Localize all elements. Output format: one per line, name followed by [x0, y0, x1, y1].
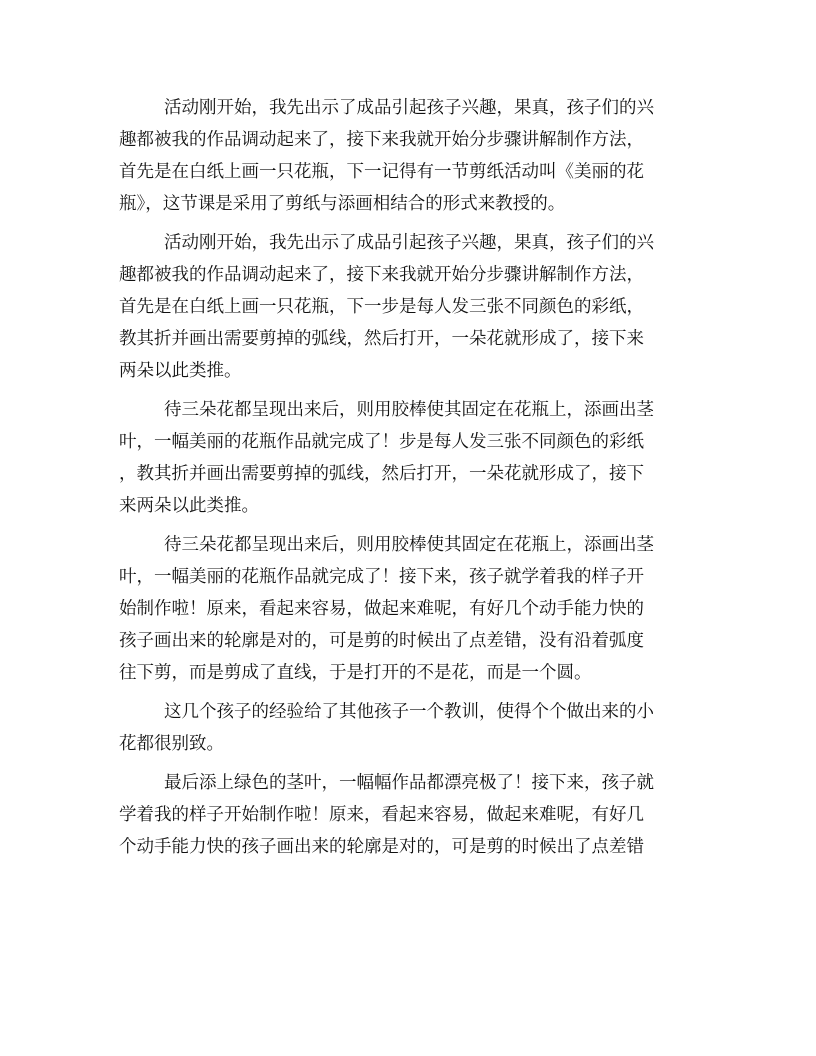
paragraph-line: 个动手能力快的孩子画出来的轮廓是对的，可是剪的时候出了点差错 — [119, 837, 644, 857]
paragraph-line: 往下剪，而是剪成了直线，于是打开的不是花，而是一个圆。 — [119, 663, 592, 683]
paragraph-1 — [119, 92, 699, 220]
paragraph-line: 孩子画出来的轮廓是对的，可是剪的时候出了点差错，没有沿着弧度 — [119, 631, 644, 651]
paragraph-2 — [119, 227, 699, 387]
paragraph-line: 首先是在白纸上画一只花瓶，下一步是每人发三张不同颜色的彩纸， — [119, 297, 644, 317]
paragraph-line: 趣都被我的作品调动起来了，接下来我就开始分步骤讲解制作方法， — [119, 265, 644, 285]
paragraph-line: 叶，一幅美丽的花瓶作品就完成了！步是每人发三张不同颜色的彩纸 — [119, 432, 644, 452]
paragraph-line: 这几个孩子的经验给了其他孩子一个教训，使得个个做出来的小 — [164, 702, 654, 722]
paragraph-line: 两朵以此类推。 — [119, 361, 242, 381]
paragraph-3 — [119, 394, 699, 522]
paragraph-line: 来两朵以此类推。 — [119, 496, 259, 516]
paragraph-line: 瓶》，这节课是采用了剪纸与添画相结合的形式来教授的。 — [119, 194, 566, 214]
paragraph-line: 趣都被我的作品调动起来了，接下来我就开始分步骤讲解制作方法， — [119, 130, 644, 150]
paragraph-line: 花都很别致。 — [119, 734, 224, 754]
paragraph-line: 叶，一幅美丽的花瓶作品就完成了！接下来，孩子就学着我的样子开 — [119, 567, 644, 587]
paragraph-line: 活动刚开始，我先出示了成品引起孩子兴趣，果真，孩子们的兴 — [164, 98, 654, 118]
paragraph-line: 活动刚开始，我先出示了成品引起孩子兴趣，果真，孩子们的兴 — [164, 233, 654, 253]
paragraph-4 — [119, 529, 699, 689]
paragraph-line: 教其折并画出需要剪掉的弧线，然后打开，一朵花就形成了，接下来 — [119, 329, 644, 349]
paragraph-line: 最后添上绿色的茎叶，一幅幅作品都漂亮极了！接下来，孩子就 — [164, 773, 654, 793]
paragraph-5 — [119, 696, 699, 760]
paragraph-line: ，教其折并画出需要剪掉的弧线，然后打开，一朵花就形成了，接下 — [119, 464, 644, 484]
paragraph-line: 首先是在白纸上画一只花瓶，下一记得有一节剪纸活动叫《美丽的花 — [119, 162, 644, 182]
paragraph-line: 待三朵花都呈现出来后，则用胶棒使其固定在花瓶上，添画出茎 — [164, 400, 654, 420]
document-body — [119, 92, 699, 870]
paragraph-line: 始制作啦！原来，看起来容易，做起来难呢，有好几个动手能力快的 — [119, 599, 644, 619]
paragraph-line: 待三朵花都呈现出来后，则用胶棒使其固定在花瓶上，添画出茎 — [164, 535, 654, 555]
paragraph-line: 学着我的样子开始制作啦！原来，看起来容易，做起来难呢，有好几 — [119, 805, 644, 825]
paragraph-6 — [119, 767, 699, 863]
